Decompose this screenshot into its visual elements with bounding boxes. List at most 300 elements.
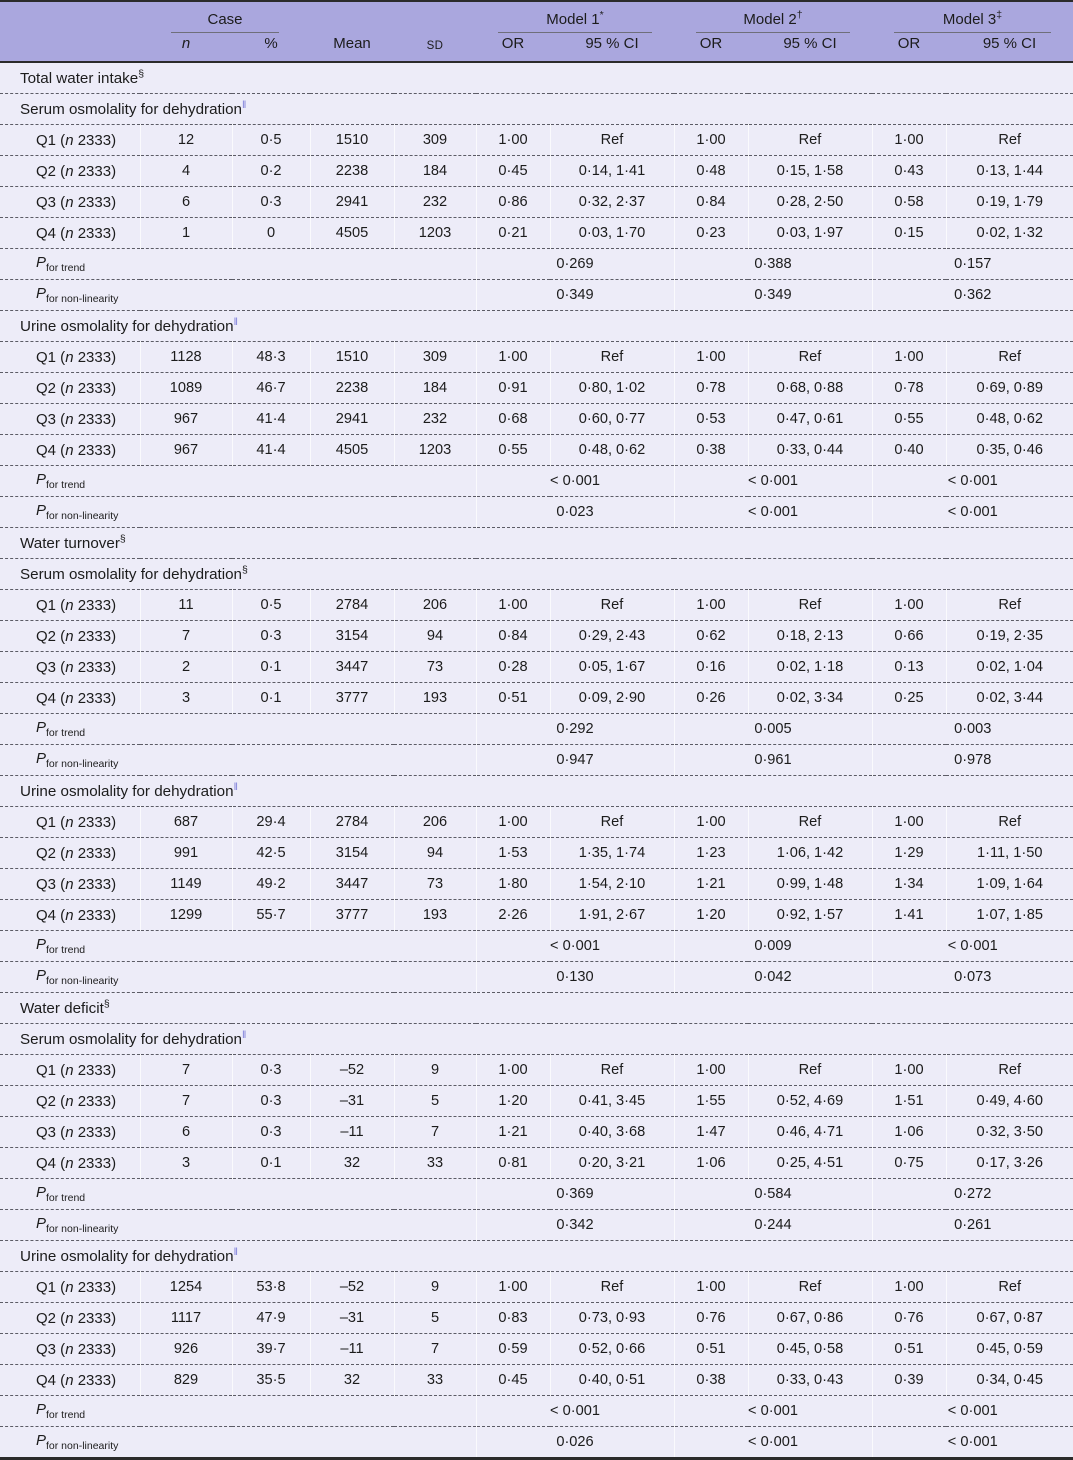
cell-case-n: 2: [140, 652, 232, 683]
section-title: Urine osmolality for dehydration: [20, 317, 234, 335]
cell-case-n: 1: [140, 218, 232, 249]
row-label-n: n: [65, 1092, 74, 1110]
header-model1-label: [498, 2, 652, 33]
row-label-n: n: [65, 410, 74, 428]
row-label-quartile: Q3 (: [36, 1340, 66, 1358]
table-row: [0, 652, 1073, 683]
header-model2-label: [696, 2, 850, 33]
cell-case-pct: 46·7: [232, 373, 310, 404]
cell-mean: 3777: [310, 683, 394, 714]
p-symbol: P: [36, 967, 47, 984]
row-label: [0, 1086, 140, 1117]
cell-model2-or: 0·53: [674, 404, 748, 435]
cell-model2-ci: Ref: [748, 807, 872, 838]
row-label-n: n: [65, 689, 74, 707]
row-label-n: n: [65, 1371, 74, 1389]
section-title-cell: [0, 1241, 1073, 1272]
row-label-count: 2333): [73, 348, 117, 366]
row-label-count: 2333): [73, 1309, 117, 1327]
cell-model1-or: 0·45: [476, 1365, 550, 1396]
p-value-model1: 0·292: [476, 714, 674, 745]
cell-model3-or: 0·43: [872, 156, 946, 187]
cell-case-pct: 35·5: [232, 1365, 310, 1396]
row-label-n: n: [65, 131, 74, 149]
row-label-quartile: Q4 (: [36, 1154, 66, 1172]
section-sup: ‖: [242, 98, 247, 111]
cell-model1-or: 0·91: [476, 373, 550, 404]
header-case-label: Case: [171, 4, 280, 33]
p-symbol: P: [36, 750, 47, 767]
table-row: [0, 187, 1073, 218]
table-row: [0, 900, 1073, 931]
cell-mean: –31: [310, 1086, 394, 1117]
row-label-count: 2333): [73, 875, 117, 893]
p-value-model2: 0·244: [674, 1210, 872, 1241]
header-col-pct: %: [232, 33, 310, 62]
section-row: [0, 311, 1073, 342]
p-row: [0, 931, 1073, 962]
row-label-n: n: [65, 658, 74, 676]
cell-model1-or: 1·00: [476, 1055, 550, 1086]
cell-sd: 73: [394, 652, 476, 683]
cell-model3-ci: 0·17, 3·26: [946, 1148, 1073, 1179]
p-value-model3: 0·003: [872, 714, 1073, 745]
cell-model1-or: 1·80: [476, 869, 550, 900]
p-row-label: [0, 280, 476, 311]
row-label-count: 2333): [73, 162, 117, 180]
cell-mean: –52: [310, 1272, 394, 1303]
cell-case-n: 967: [140, 435, 232, 466]
cell-model3-ci: Ref: [946, 342, 1073, 373]
p-value-model2: 0·584: [674, 1179, 872, 1210]
cell-case-pct: 0·5: [232, 590, 310, 621]
cell-model3-ci: 0·34, 0·45: [946, 1365, 1073, 1396]
cell-model2-or: 0·62: [674, 621, 748, 652]
header-col-m1-or: OR: [476, 33, 550, 62]
p-row: [0, 466, 1073, 497]
table-row: [0, 1117, 1073, 1148]
cell-model1-or: 0·68: [476, 404, 550, 435]
header-model3-group: [872, 1, 1073, 33]
header-columns-row: [0, 33, 1073, 62]
row-label: [0, 373, 140, 404]
cell-model1-or: 0·86: [476, 187, 550, 218]
cell-case-n: 991: [140, 838, 232, 869]
row-label-count: 2333): [73, 627, 117, 645]
p-row-label: [0, 1427, 476, 1459]
section-title-cell: [0, 311, 1073, 342]
row-label-n: n: [65, 193, 74, 211]
table-row: [0, 621, 1073, 652]
row-label-count: 2333): [73, 1061, 117, 1079]
cell-case-n: 7: [140, 621, 232, 652]
row-label-quartile: Q1 (: [36, 131, 66, 149]
row-label: [0, 900, 140, 931]
cell-model2-or: 0·51: [674, 1334, 748, 1365]
cell-model2-or: 0·48: [674, 156, 748, 187]
row-label-n: n: [65, 1309, 74, 1327]
model3-name: Model 3: [942, 11, 997, 28]
table-row: [0, 125, 1073, 156]
cell-case-pct: 0·3: [232, 1055, 310, 1086]
cell-sd: 5: [394, 1086, 476, 1117]
cell-model2-ci: Ref: [748, 1272, 872, 1303]
p-value-model3: 0·978: [872, 745, 1073, 776]
cell-model1-ci: 0·80, 1·02: [550, 373, 674, 404]
cell-sd: 5: [394, 1303, 476, 1334]
header-col-mean: Mean: [310, 33, 394, 62]
cell-sd: 33: [394, 1365, 476, 1396]
section-title-cell: [0, 1024, 1073, 1055]
section-sup: ‖: [233, 780, 238, 793]
p-value-model2: 0·005: [674, 714, 872, 745]
p-value-model1: < 0·001: [476, 466, 674, 497]
p-row: [0, 1179, 1073, 1210]
row-label: [0, 404, 140, 435]
cell-model2-or: 1·00: [674, 1272, 748, 1303]
p-row-label: [0, 466, 476, 497]
row-label-count: 2333): [73, 1340, 117, 1358]
p-symbol: P: [36, 936, 47, 953]
cell-mean: 1510: [310, 125, 394, 156]
section-sup: §: [138, 67, 145, 80]
cell-model2-or: 1·00: [674, 590, 748, 621]
cell-model1-ci: 1·35, 1·74: [550, 838, 674, 869]
cell-mean: –52: [310, 1055, 394, 1086]
p-row: [0, 497, 1073, 528]
section-row: [0, 1024, 1073, 1055]
p-symbol: P: [36, 285, 47, 302]
cell-model2-ci: Ref: [748, 342, 872, 373]
cell-sd: 73: [394, 869, 476, 900]
cell-model1-or: 1·00: [476, 125, 550, 156]
section-row: [0, 993, 1073, 1024]
cell-model3-ci: 0·32, 3·50: [946, 1117, 1073, 1148]
p-row-label: [0, 249, 476, 280]
header-col-m2-ci: 95 % CI: [748, 33, 872, 62]
cell-model2-or: 1·00: [674, 125, 748, 156]
p-row: [0, 962, 1073, 993]
row-label-quartile: Q2 (: [36, 379, 66, 397]
p-subscript: for trend: [46, 944, 86, 956]
section-title: Serum osmolality for dehydration: [20, 565, 243, 583]
cell-case-n: 7: [140, 1055, 232, 1086]
table-row: [0, 342, 1073, 373]
row-label-count: 2333): [73, 844, 117, 862]
row-label: [0, 590, 140, 621]
cell-mean: 3777: [310, 900, 394, 931]
row-label-quartile: Q4 (: [36, 224, 66, 242]
cell-model3-ci: 0·13, 1·44: [946, 156, 1073, 187]
p-row-label: [0, 1210, 476, 1241]
section-row: [0, 559, 1073, 590]
section-title-cell: [0, 528, 1073, 559]
row-label: [0, 1055, 140, 1086]
table-row: [0, 683, 1073, 714]
header-empty: [0, 33, 140, 62]
row-label-n: n: [65, 1154, 74, 1172]
p-symbol: P: [36, 1432, 47, 1449]
row-label-n: n: [65, 596, 74, 614]
row-label-n: n: [65, 224, 74, 242]
cell-model3-ci: Ref: [946, 807, 1073, 838]
header-model2-group: [674, 1, 872, 33]
cell-case-n: 12: [140, 125, 232, 156]
cell-model3-or: 0·39: [872, 1365, 946, 1396]
p-value-model2: 0·042: [674, 962, 872, 993]
row-label-quartile: Q2 (: [36, 844, 66, 862]
row-label: [0, 621, 140, 652]
header-col-m1-ci: 95 % CI: [550, 33, 674, 62]
cell-sd: 193: [394, 683, 476, 714]
cell-case-n: 3: [140, 683, 232, 714]
cell-model3-ci: 1·11, 1·50: [946, 838, 1073, 869]
p-row-label: [0, 745, 476, 776]
row-label: [0, 807, 140, 838]
row-label-n: n: [65, 1340, 74, 1358]
row-label-quartile: Q4 (: [36, 689, 66, 707]
cell-model3-ci: 0·48, 0·62: [946, 404, 1073, 435]
p-value-model2: 0·349: [674, 280, 872, 311]
cell-sd: 94: [394, 621, 476, 652]
p-row-label: [0, 497, 476, 528]
cell-model2-ci: 0·45, 0·58: [748, 1334, 872, 1365]
table-row: [0, 1303, 1073, 1334]
row-label-n: n: [65, 441, 74, 459]
p-row-label: [0, 931, 476, 962]
cell-case-n: 687: [140, 807, 232, 838]
cell-mean: 4505: [310, 435, 394, 466]
cell-model3-or: 1·00: [872, 1055, 946, 1086]
cell-case-n: 11: [140, 590, 232, 621]
cell-model1-ci: 0·03, 1·70: [550, 218, 674, 249]
row-label-n: n: [65, 813, 74, 831]
row-label-n: n: [65, 348, 74, 366]
cell-model1-ci: 0·40, 0·51: [550, 1365, 674, 1396]
header-group-row: [0, 1, 1073, 33]
cell-model1-or: 1·00: [476, 342, 550, 373]
row-label-quartile: Q3 (: [36, 1123, 66, 1141]
cell-case-n: 1117: [140, 1303, 232, 1334]
cell-model1-or: 0·81: [476, 1148, 550, 1179]
cell-model1-or: 0·21: [476, 218, 550, 249]
cell-model2-ci: 0·47, 0·61: [748, 404, 872, 435]
cell-model2-or: 0·84: [674, 187, 748, 218]
cell-case-n: 1089: [140, 373, 232, 404]
p-value-model3: 0·272: [872, 1179, 1073, 1210]
row-label: [0, 869, 140, 900]
table-row: [0, 1055, 1073, 1086]
row-label-quartile: Q1 (: [36, 1061, 66, 1079]
section-row: [0, 1241, 1073, 1272]
cell-model1-or: 0·55: [476, 435, 550, 466]
cell-model1-ci: 0·41, 3·45: [550, 1086, 674, 1117]
row-label-count: 2333): [73, 689, 117, 707]
cell-model1-ci: Ref: [550, 1272, 674, 1303]
cell-model2-or: 0·38: [674, 435, 748, 466]
row-label-quartile: Q4 (: [36, 1371, 66, 1389]
table-row: [0, 1334, 1073, 1365]
cell-case-pct: 0·3: [232, 621, 310, 652]
cell-model3-ci: 0·35, 0·46: [946, 435, 1073, 466]
p-value-model1: < 0·001: [476, 1396, 674, 1427]
p-value-model1: 0·026: [476, 1427, 674, 1459]
table-row: [0, 218, 1073, 249]
model1-name: Model 1: [546, 11, 600, 28]
cell-model3-ci: Ref: [946, 590, 1073, 621]
row-label-count: 2333): [73, 131, 117, 149]
cell-model3-ci: 0·02, 1·32: [946, 218, 1073, 249]
cell-mean: 4505: [310, 218, 394, 249]
row-label: [0, 1334, 140, 1365]
p-value-model3: < 0·001: [872, 1396, 1073, 1427]
table-row: [0, 869, 1073, 900]
cell-case-pct: 47·9: [232, 1303, 310, 1334]
cell-model1-or: 0·59: [476, 1334, 550, 1365]
cell-sd: 184: [394, 156, 476, 187]
header-spacer-mean: [310, 1, 394, 33]
p-value-model3: 0·261: [872, 1210, 1073, 1241]
row-label-quartile: Q3 (: [36, 193, 66, 211]
p-value-model1: 0·349: [476, 280, 674, 311]
table-row: [0, 404, 1073, 435]
cell-model1-or: 0·83: [476, 1303, 550, 1334]
row-label: [0, 1365, 140, 1396]
cell-mean: 2238: [310, 156, 394, 187]
p-row-label: [0, 962, 476, 993]
model1-sup: *: [599, 9, 604, 21]
p-value-model3: < 0·001: [872, 497, 1073, 528]
section-sup: ‖: [242, 1028, 247, 1041]
section-title-cell: [0, 94, 1073, 125]
cell-model2-or: 1·00: [674, 1055, 748, 1086]
p-value-model3: 0·362: [872, 280, 1073, 311]
row-label: [0, 652, 140, 683]
p-symbol: P: [36, 254, 47, 271]
cell-case-pct: 49·2: [232, 869, 310, 900]
cell-case-pct: 29·4: [232, 807, 310, 838]
cell-case-pct: 41·4: [232, 404, 310, 435]
cell-model2-or: 0·38: [674, 1365, 748, 1396]
cell-model1-or: 2·26: [476, 900, 550, 931]
cell-model2-ci: 0·33, 0·44: [748, 435, 872, 466]
row-label-quartile: Q3 (: [36, 875, 66, 893]
cell-case-pct: 48·3: [232, 342, 310, 373]
header-corner: [0, 1, 140, 33]
p-value-model2: < 0·001: [674, 1427, 872, 1459]
cell-mean: 1510: [310, 342, 394, 373]
p-value-model3: < 0·001: [872, 931, 1073, 962]
cell-model1-or: 1·00: [476, 1272, 550, 1303]
cell-model3-or: 0·51: [872, 1334, 946, 1365]
p-row: [0, 1210, 1073, 1241]
cell-model2-ci: 0·18, 2·13: [748, 621, 872, 652]
cell-sd: 94: [394, 838, 476, 869]
p-value-model1: 0·342: [476, 1210, 674, 1241]
p-value-model3: < 0·001: [872, 1427, 1073, 1459]
cell-model2-ci: 1·06, 1·42: [748, 838, 872, 869]
cell-model3-or: 1·00: [872, 807, 946, 838]
section-title-cell: [0, 559, 1073, 590]
header-col-sd: SD: [394, 33, 476, 62]
row-label-n: n: [65, 1278, 74, 1296]
cell-mean: 2941: [310, 404, 394, 435]
cell-mean: –11: [310, 1334, 394, 1365]
section-sup: §: [242, 563, 248, 576]
cell-model2-ci: Ref: [748, 1055, 872, 1086]
cell-model3-ci: Ref: [946, 125, 1073, 156]
row-label-quartile: Q1 (: [36, 596, 66, 614]
section-title: Urine osmolality for dehydration: [20, 782, 234, 800]
model2-name: Model 2: [743, 11, 797, 28]
p-value-model2: 0·961: [674, 745, 872, 776]
p-subscript: for non-linearity: [46, 293, 119, 305]
row-label: [0, 187, 140, 218]
row-label: [0, 218, 140, 249]
cell-model3-ci: 1·07, 1·85: [946, 900, 1073, 931]
section-row: [0, 94, 1073, 125]
cell-sd: 1203: [394, 218, 476, 249]
cell-case-n: 7: [140, 1086, 232, 1117]
cell-model3-or: 1·00: [872, 125, 946, 156]
cell-sd: 9: [394, 1272, 476, 1303]
cell-model2-ci: 0·03, 1·97: [748, 218, 872, 249]
p-row: [0, 714, 1073, 745]
cell-model3-or: 0·76: [872, 1303, 946, 1334]
p-subscript: for non-linearity: [46, 1440, 119, 1452]
cell-case-pct: 0·3: [232, 1117, 310, 1148]
section-sup: ‖: [233, 1245, 238, 1258]
cell-model2-ci: 0·99, 1·48: [748, 869, 872, 900]
cell-sd: 33: [394, 1148, 476, 1179]
cell-model1-ci: 1·54, 2·10: [550, 869, 674, 900]
row-label-quartile: Q4 (: [36, 441, 66, 459]
cell-model1-or: 0·51: [476, 683, 550, 714]
p-value-model3: 0·073: [872, 962, 1073, 993]
p-value-model3: 0·157: [872, 249, 1073, 280]
section-title-cell: [0, 993, 1073, 1024]
p-value-model2: 0·388: [674, 249, 872, 280]
p-row: [0, 1396, 1073, 1427]
cell-mean: 2784: [310, 590, 394, 621]
p-symbol: P: [36, 471, 47, 488]
row-label-n: n: [65, 1123, 74, 1141]
p-row-label: [0, 1396, 476, 1427]
cell-model2-or: 0·78: [674, 373, 748, 404]
cell-model1-ci: Ref: [550, 590, 674, 621]
table-row: [0, 1148, 1073, 1179]
cell-model1-ci: 0·05, 1·67: [550, 652, 674, 683]
row-label-quartile: Q2 (: [36, 1309, 66, 1327]
cell-case-n: 4: [140, 156, 232, 187]
table-row: [0, 156, 1073, 187]
cell-model3-ci: Ref: [946, 1272, 1073, 1303]
cell-model3-or: 1·41: [872, 900, 946, 931]
cell-model2-or: 0·16: [674, 652, 748, 683]
cell-case-n: 3: [140, 1148, 232, 1179]
cell-sd: 206: [394, 590, 476, 621]
header-model1-group: [476, 1, 674, 33]
cell-model1-or: 0·28: [476, 652, 550, 683]
cell-case-n: 1149: [140, 869, 232, 900]
header-col-m3-or: OR: [872, 33, 946, 62]
p-value-model1: 0·023: [476, 497, 674, 528]
cell-model2-ci: 0·28, 2·50: [748, 187, 872, 218]
section-sup: §: [103, 997, 110, 1010]
section-row: [0, 62, 1073, 94]
cell-model3-or: 0·15: [872, 218, 946, 249]
cell-case-pct: 55·7: [232, 900, 310, 931]
